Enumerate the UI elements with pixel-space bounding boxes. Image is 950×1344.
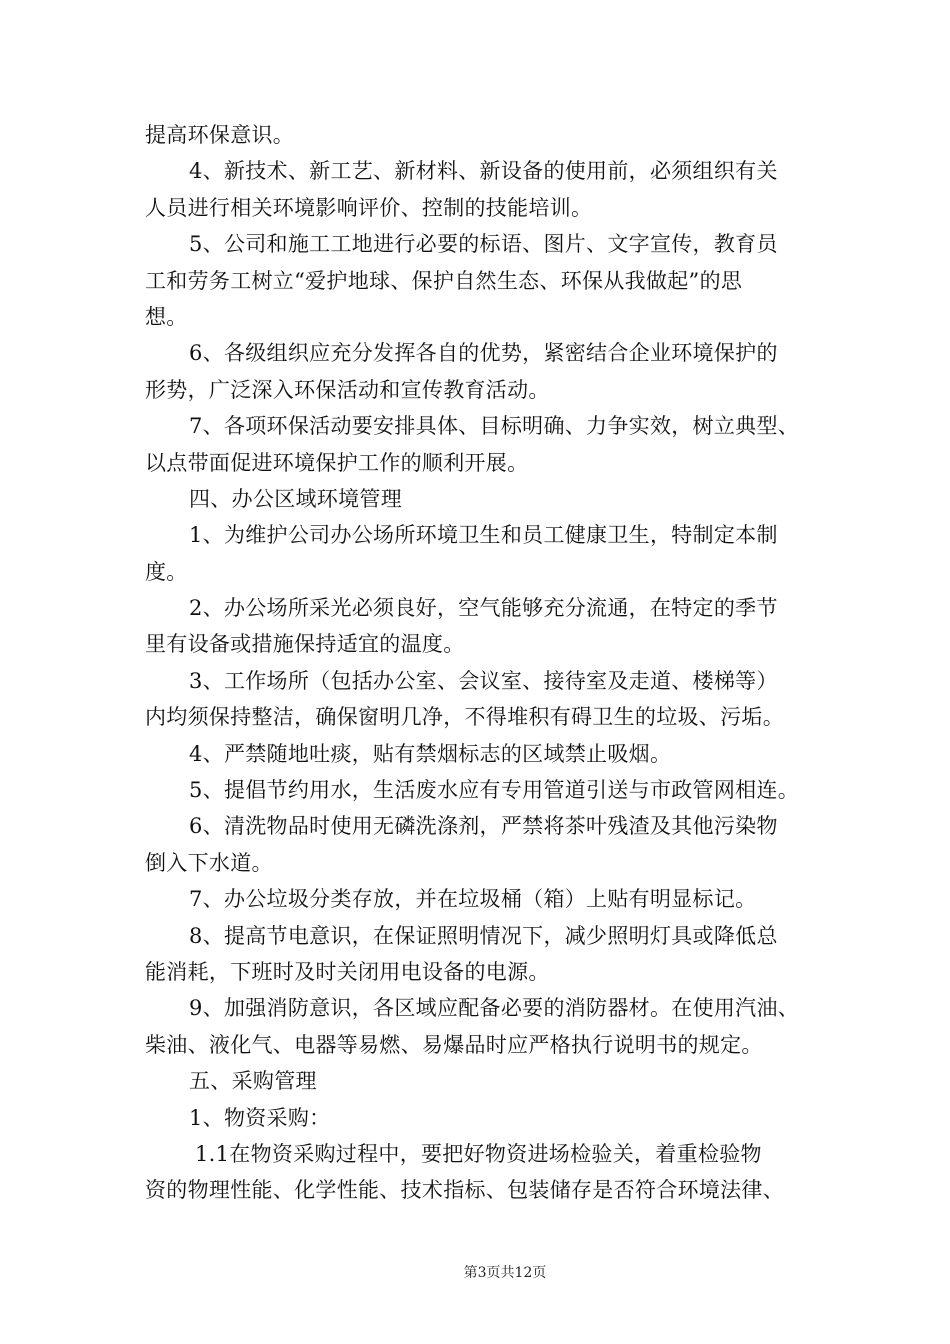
text-line: 工和劳务工树立“爱护地球、保护自然生态、环保从我做起”的思 — [145, 268, 743, 293]
text-line: 5、提倡节约用水，生活废水应有专用管道引送与市政管网相连。 — [189, 778, 800, 803]
text-line: 9、加强消防意识，各区域应配备必要的消防器材。在使用汽油、 — [189, 996, 800, 1021]
text-line: 1.1在物资采购过程中，要把好物资进场检验关，着重检验物 — [195, 1141, 762, 1166]
page-number-footer: 第3页共12页 — [463, 1265, 547, 1281]
text-line: 里有设备或措施保持适宜的温度。 — [145, 632, 465, 657]
text-line: 以点带面促进环境保护工作的顺利开展。 — [145, 450, 529, 475]
text-line: 7、办公垃圾分类存放，并在垃圾桶（箱）上贴有明显标记。 — [189, 887, 757, 912]
text-line: 形势，广泛深入环保活动和宣传教育活动。 — [145, 377, 550, 402]
text-line: 8、提高节电意识，在保证照明情况下，减少照明灯具或降低总 — [189, 923, 778, 948]
text-line: 6、各级组织应充分发挥各自的优势，紧密结合企业环境保护的 — [189, 341, 778, 366]
text-line: 柴油、液化气、电器等易燃、易爆品时应严格执行说明书的规定。 — [145, 1032, 763, 1057]
text-line: 度。 — [145, 559, 188, 584]
text-line: 4、新技术、新工艺、新材料、新设备的使用前，必须组织有关 — [189, 159, 778, 184]
section-heading: 四、办公区域环境管理 — [189, 486, 402, 511]
text-line: 能消耗，下班时及时关闭用电设备的电源。 — [145, 959, 550, 984]
text-line: 7、各项环保活动要安排具体、目标明确、力争实效，树立典型、 — [189, 414, 800, 439]
text-line: 提高环保意识。 — [145, 123, 295, 147]
text-line: 1、物资采购： — [189, 1105, 331, 1130]
text-line: 4、严禁随地吐痰，贴有禁烟标志的区域禁止吸烟。 — [189, 741, 672, 766]
text-line: 人员进行相关环境影响评价、控制的技能培训。 — [145, 195, 593, 220]
text-line: 6、清洗物品时使用无磷洗涤剂，严禁将茶叶残渣及其他污染物 — [189, 814, 778, 839]
document-body — [145, 117, 825, 1209]
text-line: 3、工作场所（包括办公室、会议室、接待室及走道、楼梯等） — [189, 668, 778, 693]
text-line: 2、办公场所采光必须良好，空气能够充分流通，在特定的季节 — [189, 596, 778, 621]
text-line: 想。 — [145, 304, 188, 329]
text-line: 资的物理性能、化学性能、技术指标、包装储存是否符合环境法律、 — [145, 1178, 784, 1203]
text-line: 倒入下水道。 — [145, 850, 273, 875]
text-line: 内均须保持整洁，确保窗明几净，不得堆积有碍卫生的垃圾、污垢。 — [145, 705, 784, 730]
text-line: 5、公司和施工工地进行必要的标语、图片、文字宣传，教育员 — [189, 232, 778, 257]
text-line: 1、为维护公司办公场所环境卫生和员工健康卫生，特制定本制 — [189, 523, 778, 548]
section-heading: 五、采购管理 — [189, 1069, 317, 1094]
